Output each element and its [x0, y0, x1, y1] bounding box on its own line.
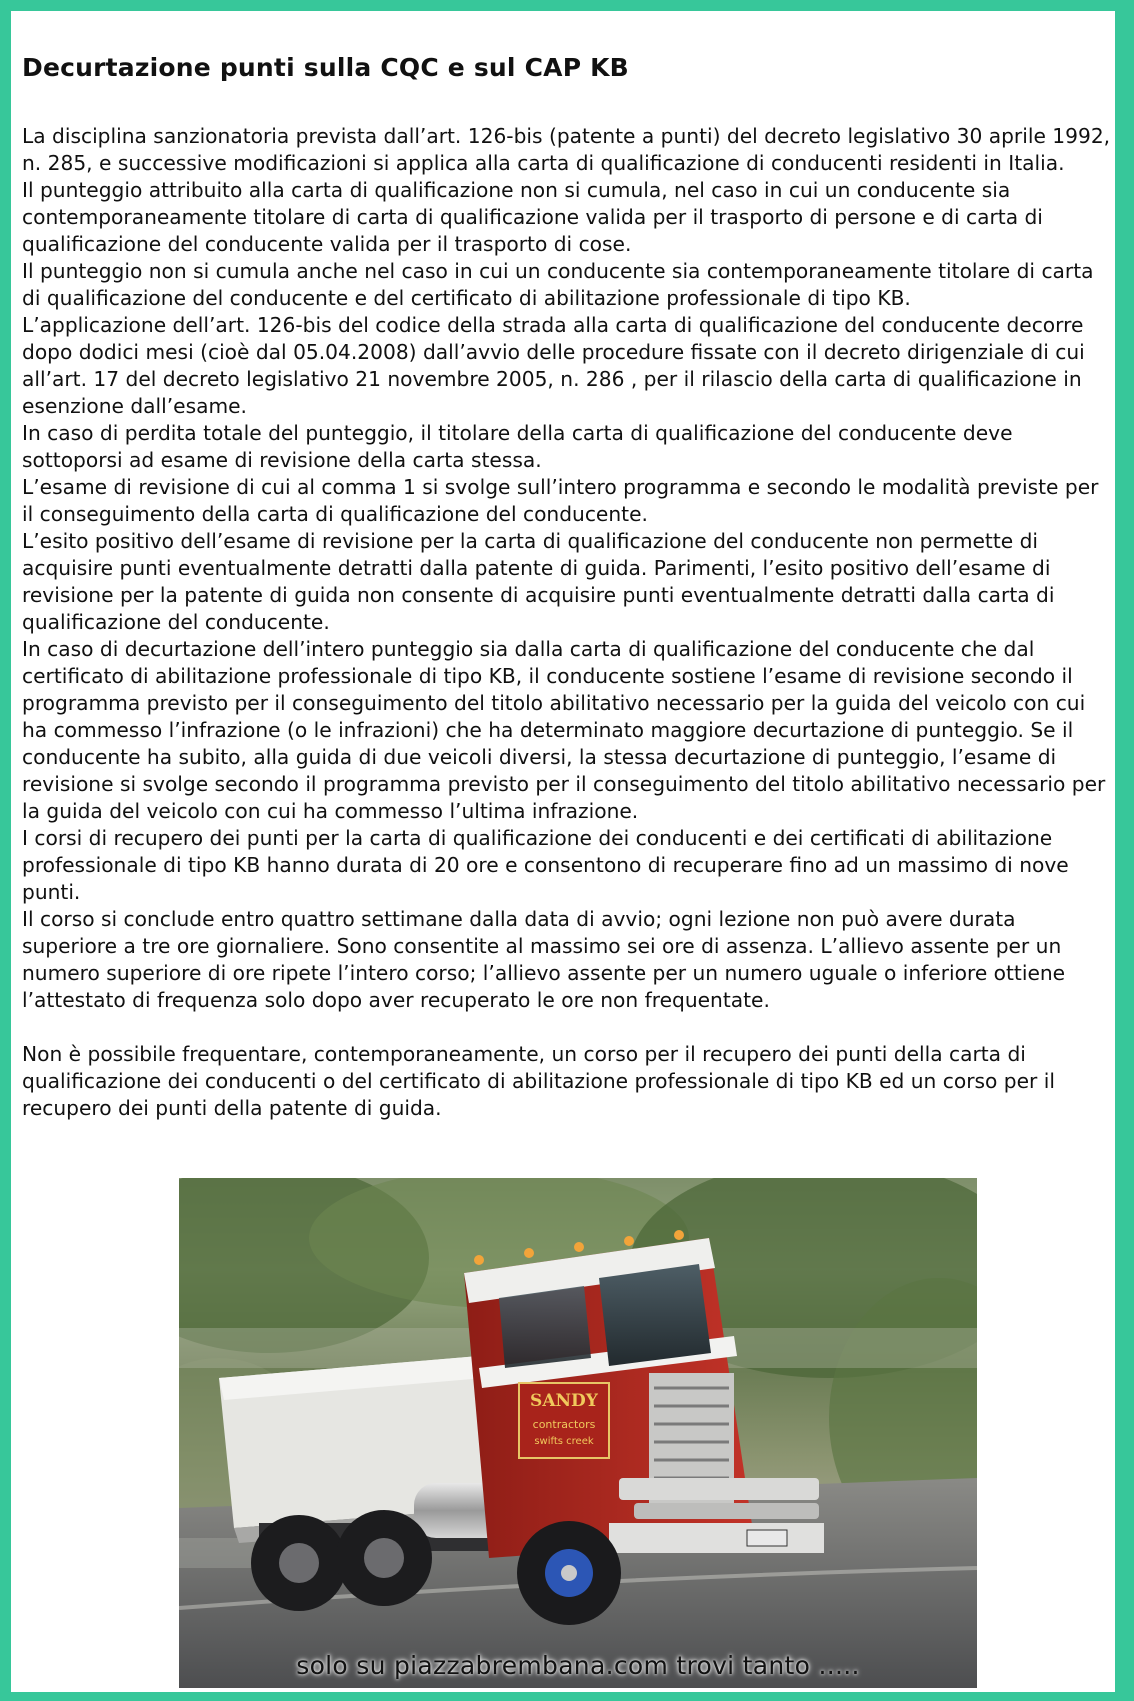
- truck-illustration: [179, 1178, 977, 1688]
- front-wheel-icon: [517, 1521, 621, 1625]
- paragraph: I corsi di recupero dei punti per la carta di qualificazione dei conducenti e dei certificati di abilitazione professionale di tipo KB hanno durata di 20 ore e consentono di recuperare fino ad un massimo di nove punti.: [22, 826, 1069, 904]
- truck-sign-subtext-2: swifts creek: [534, 1436, 594, 1447]
- rear-wheel-2-icon: [336, 1510, 432, 1606]
- paragraph: Il corso si conclude entro quattro settimane dalla data di avvio; ogni lezione non può avere durata superiore a tre ore giornaliere. Sono consentite al massimo sei ore di assenza. L’allievo assente per un numero superiore di ore ripete l’intero corso; l’allievo assente per un numero uguale o inferiore ottiene l’attestato di frequenza solo dopo aver recuperato le ore non frequentate.: [22, 907, 1066, 1012]
- truck-sign-subtext: contractors: [532, 1418, 596, 1431]
- paragraph: L’esito positivo dell’esame di revisione per la carta di qualificazione del conducente non permette di acquisire punti eventualmente detratti dalla patente di guida. Parimenti, l’esito positivo dell’esame di revisione per la patente di guida non consente di acquisire punti eventualmente detratti dalla carta di qualificazione del conducente.: [22, 529, 1055, 634]
- paragraph: L’applicazione dell’art. 126-bis del codice della strada alla carta di qualificazione del conducente decorre dopo dodici mesi (cioè dal 05.04.2008) dall’avvio delle procedure fissate con il decreto dirigenziale di cui all’art. 17 del decreto legislativo 21 novembre 2005, n. 286 , per il rilascio della carta di qualificazione in esenzione dall’esame.: [22, 313, 1085, 418]
- article-body: [22, 123, 1115, 1122]
- photo-caption: solo su piazzabrembana.com trovi tanto .....: [296, 1651, 860, 1680]
- truck-sign-text: SANDY: [530, 1391, 598, 1411]
- page-title: Decurtazione punti sulla CQC e sul CAP KB: [22, 53, 629, 82]
- truck-photo: [179, 1178, 977, 1688]
- paragraph: In caso di perdita totale del punteggio, il titolare della carta di qualificazione del conducente deve sottoporsi ad esame di revisione della carta stessa.: [22, 421, 1013, 472]
- paragraph: Non è possibile frequentare, contemporaneamente, un corso per il recupero dei punti della carta di qualificazione dei conducenti o del certificato di abilitazione professionale di tipo KB ed un corso per il recupero dei punti della patente di guida.: [22, 1042, 1055, 1120]
- paragraph: L’esame di revisione di cui al comma 1 si svolge sull’intero programma e secondo le modalità previste per il conseguimento della carta di qualificazione del conducente.: [22, 475, 1099, 526]
- page-panel: [11, 11, 1115, 1692]
- paragraph: Il punteggio attribuito alla carta di qualificazione non si cumula, nel caso in cui un conducente sia contemporaneamente titolare di carta di qualificazione valida per il trasporto di persone e di carta di qualificazione del conducente valida per il trasporto di cose.: [22, 178, 1043, 256]
- paragraph: In caso di decurtazione dell’intero punteggio sia dalla carta di qualificazione del conducente che dal certificato di abilitazione professionale di tipo KB, il conducente sostiene l’esame di revisione secondo il programma previsto per il conseguimento del titolo abilitativo necessario per la guida del veicolo con cui ha commesso l’infrazione (o le infrazioni) che ha determinato maggiore decurtazione di punteggio. Se il conducente ha subito, alla guida di due veicoli diversi, la stessa decurtazione di punteggio, l’esame di revisione si svolge secondo il programma previsto per il conseguimento del titolo abilitativo necessario per la guida del veicolo con cui ha commesso l’ultima infrazione.: [22, 637, 1106, 823]
- rear-wheel-1-icon: [251, 1515, 347, 1611]
- paragraph: La disciplina sanzionatoria prevista dall’art. 126-bis (patente a punti) del decreto legislativo 30 aprile 1992, n. 285, e successive modificazioni si applica alla carta di qualificazione di conducenti residenti in Italia.: [22, 124, 1111, 175]
- paragraph: Il punteggio non si cumula anche nel caso in cui un conducente sia contemporaneamente titolare di carta di qualificazione del conducente e del certificato di abilitazione professionale di tipo KB.: [22, 259, 1094, 310]
